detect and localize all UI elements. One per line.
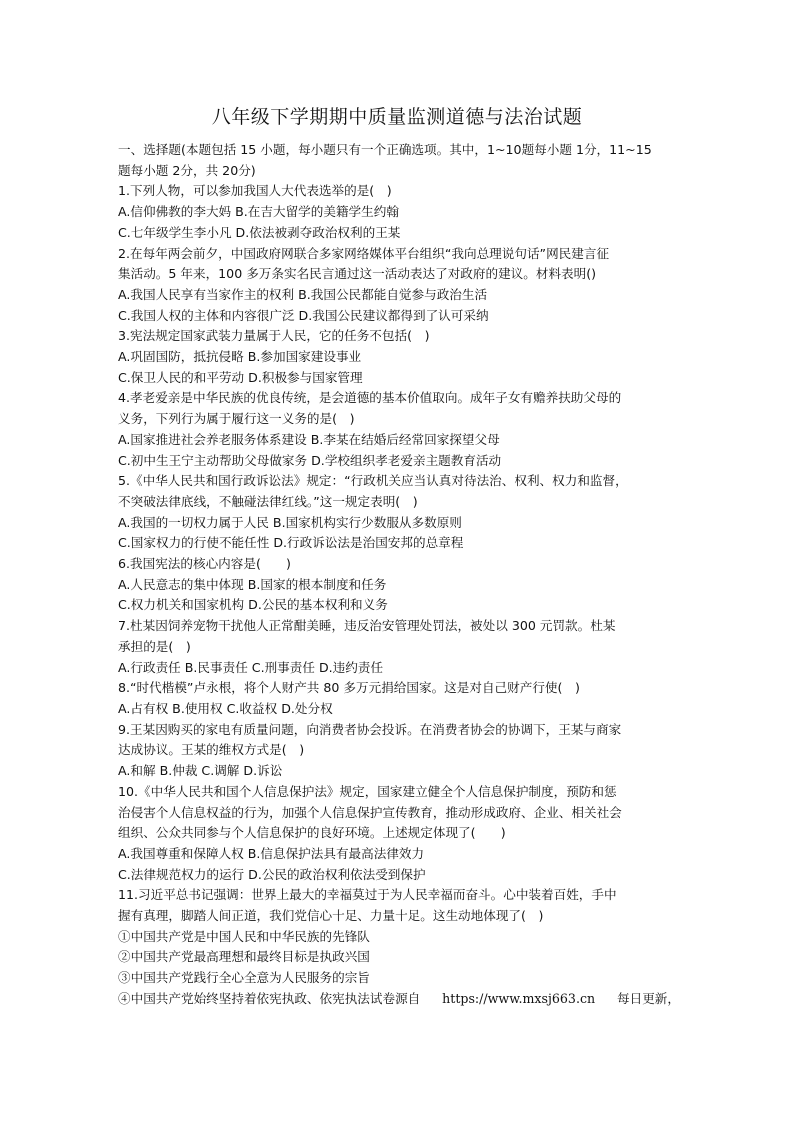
question-text: 2.在每年两会前夕，中国政府网联合多家网络媒体平台组织“我向总理说句话”网民建言征 [118,245,610,261]
answer-options: C.保卫人民的和平劳动 D.积极参与国家管理 [118,369,363,385]
answer-options: A.占有权 B.使用权 C.收益权 D.处分权 [118,700,333,716]
list-item: ①中国共产党是中国人民和中华民族的先锋队 [118,928,370,944]
answer-options: A.我国的一切权力属于人民 B.国家机构实行少数服从多数原则 [118,514,462,530]
answer-options: A.信仰佛教的李大妈 B.在吉大留学的美籍学生约翰 [118,204,399,220]
answer-options: C.法律规范权力的运行 D.公民的政治权利依法受到保护 [118,866,426,882]
update-note: 每日更新， [617,990,680,1006]
question-text: 5.《中华人民共和国行政诉讼法》规定：“行政机关应当认真对待法治、权利、权力和监督， [118,473,628,489]
answer-options: C.七年级学生李小凡 D.依法被剥夺政治权利的王某 [118,224,401,240]
source-url: https://www.mxsj663.cn [442,990,596,1006]
page-title: 八年级下学期期中质量监测道德与法治试题 [211,106,583,128]
section-heading: 一、选择题(本题包括 15 小题，每小题只有一个正确选项。其中，1~10题每小题 1分，11~15 [118,142,652,157]
list-item [118,989,680,1010]
question-text: 7.杜某因饲养宠物干扰他人正常酣美睡，违反治安管理处罚法，被处以 300 元罚款。杜某 [118,618,616,634]
answer-options: A.国家推进社会养老服务体系建设 B.李某在结婚后经常回家探望父母 [118,431,500,447]
question-text: 6.我国宪法的核心内容是( ) [118,556,291,572]
answer-options: A.我国人民享有当家作主的权利 B.我国公民都能自觉参与政治生活 [118,286,488,302]
question-text: 10.《中华人民共和国个人信息保护法》规定，国家建立健全个人信息保护制度，预防和惩 [118,783,617,799]
answer-options: A.行政责任 B.民事责任 C.刑事责任 D.违约责任 [118,659,384,675]
question-text: 不突破法律底线，不触碰法律红线。”这一规定表明( ) [118,493,418,509]
exam-body [118,140,680,1010]
question-text: 握有真理，脚踏人间正道，我们党信心十足、力量十足。这生动地体现了( ) [118,908,544,924]
question-text: 9.王某因购买的家电有质量问题，向消费者协会投诉。在消费者协会的协调下，王某与商家 [118,721,622,737]
question-text: 治侵害个人信息权益的行为，加强个人信息保护宣传教育，推动形成政府、企业、相关社会 [118,804,622,820]
question-text: 4.孝老爱亲是中华民族的优良传统，是会道德的基本价值取向。成年子女有赡养扶助父母的 [118,390,622,406]
question-text: 8.“时代楷模”卢永根，将个人财产共 80 多万元捐给国家。这是对自己财产行使( ) [118,680,580,696]
question-text: 达成协议。王某的维权方式是( ) [118,742,305,758]
answer-options: C.国家权力的行使不能任性 D.行政诉讼法是治国安邦的总章程 [118,535,464,551]
answer-options: A.巩固国防，抵抗侵略 B.参加国家建设事业 [118,349,362,365]
question-text: 1.下列人物，可以参加我国人大代表选举的是( ) [118,183,392,199]
answer-options: C.初中生王宁主动帮助父母做家务 D.学校组织孝老爱亲主题教育活动 [118,452,502,468]
answer-options: A.我国尊重和保障人权 B.信息保护法具有最高法律效力 [118,845,425,861]
list-item: ③中国共产党践行全心全意为人民服务的宗旨 [118,970,370,986]
statement-text: ④中国共产党始终坚持着依宪执政、依宪执法试卷源自 [118,990,421,1006]
answer-options: C.权力机关和国家机构 D.公民的基本权利和义务 [118,597,388,613]
section-heading: 题每小题 2分，共 20分) [118,162,256,178]
question-text: 义务，下列行为属于履行这一义务的是( ) [118,411,355,427]
answer-options: A.人民意志的集中体现 B.国家的根本制度和任务 [118,576,387,592]
question-text: 11.习近平总书记强调：世界上最大的幸福莫过于为人民幸福而奋斗。心中装着百姓，手中 [118,887,617,903]
answer-options: C.我国人权的主体和内容很广泛 D.我国公民建议都得到了认可采纳 [118,307,489,323]
list-item: ②中国共产党最高理想和最终目标是执政兴国 [118,949,370,965]
question-text: 集活动。5 年来，100 多万条实名民言通过这一活动表达了对政府的建议。材料表明() [118,266,597,282]
question-text: 组织、公众共同参与个人信息保护的良好环境。上述规定体现了( ) [118,825,506,841]
question-text: 承担的是( ) [118,638,191,654]
question-text: 3.宪法规定国家武装力量属于人民，它的任务不包括( ) [118,328,430,344]
answer-options: A.和解 B.仲裁 C.调解 D.诉讼 [118,763,283,779]
